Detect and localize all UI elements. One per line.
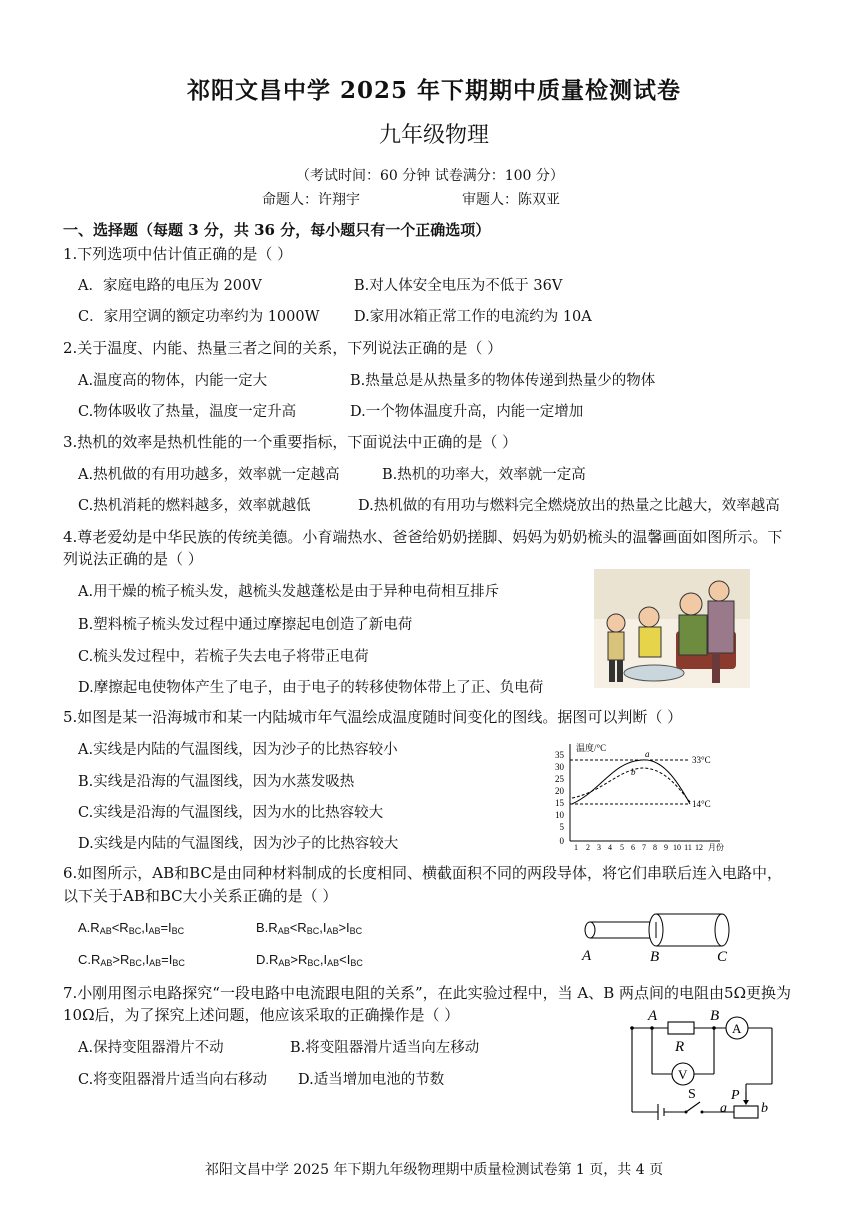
point-a-label: A [582,948,592,964]
section-title: 一、选择题（每题 3 分，共 36 分，每小题只有一个正确选项） [63,221,491,239]
x-tick-label: 2 [586,843,590,852]
curve-b-label: b [631,767,636,777]
option-d: D.热机做的有用功与燃料完全燃烧放出的热量之比越大，效率越高 [358,498,780,514]
reviewer: 审题人：陈双亚 [462,192,560,208]
y-tick-label: 10 [555,810,564,820]
option-a: A.用干燥的梳子梳头发，越梳头发越蓬松是由于异种电荷相互排斥 [78,584,500,600]
exam-title: 祁阳文昌中学 2025 年下期期中质量检测试卷 [186,77,682,104]
page-footer: 祁阳文昌中学 2025 年下期九年级物理期中质量检测试卷第 1 页，共 4 页 [204,1162,664,1178]
option-a: A.保持变阻器滑片不动 [78,1040,224,1056]
y-tick-label: 30 [555,762,564,772]
option-a: A.热机做的有用功越多，效率就一定越高 [78,467,340,483]
y-tick-label: 35 [555,750,564,760]
option-d: $D.R_{AB}>R_{BC},I_{AB}<I_{BC}$ [256,952,363,968]
resistor-label: R [675,1039,685,1055]
option-c: C.梳头发过程中，若梳子失去电子将带正电荷 [78,649,369,665]
y-tick-label: 20 [555,786,564,796]
option-a: A.实线是内陆的气温图线，因为沙子的比热容较小 [78,742,398,758]
option-d: D.适当增加电池的节数 [298,1072,445,1088]
question-stem: 1.下列选项中估计值正确的是（ ） [63,245,293,263]
option-c: C.热机消耗的燃料越多，效率就越低 [78,498,311,514]
thick-conductor-end [715,914,729,946]
x-tick-label: 6 [631,843,635,852]
question-stem-cont: 以下关于AB和BC大小关系正确的是（ ） [63,887,338,905]
y-tick-label: 15 [555,798,564,808]
option-b: B.将变阻器滑片适当向左移动 [290,1040,480,1056]
option-c: C.将变阻器滑片适当向右移动 [78,1072,268,1088]
option-d: D.实线是内陆的气温图线，因为沙子的比热容较大 [78,836,399,852]
question-stem-cont: 列说法正确的是（ ） [63,550,203,568]
x-tick-label: 4 [608,843,612,852]
slider-arrow [743,1100,749,1105]
point-b-label: B [710,1008,720,1024]
option-d: D.一个物体温度升高，内能一定增加 [350,404,584,420]
ammeter-label: A [732,1021,742,1036]
slider-label: P [731,1088,740,1103]
low-temp-label: 14°C [692,799,711,809]
y-tick-label: 25 [555,774,564,784]
option-b: B.对人体安全电压为不低于 36V [354,278,563,294]
terminal-a-label: a [720,1101,727,1116]
conductor-figure [576,908,736,964]
circuit-diagram [624,1004,780,1122]
question-stem: 4.尊老爱幼是中华民族的传统美德。小育端热水、爸爸给奶奶搓脚、妈妈为奶奶梳头的温馨画面如图所示。下 [63,528,783,546]
question-stem: 3.热机的效率是热机性能的一个重要指标，下面说法中正确的是（ ） [63,433,518,451]
point-c-label: C [717,949,728,964]
x-tick-label: 10 [673,843,681,852]
option-b: B.热机的功率大，效率就一定高 [382,467,586,483]
x-tick-label: 11 [684,843,692,852]
question-stem: 7.小刚用图示电路探究“一段电路中电流跟电阻的关系”，在此实验过程中，当 A、B 两点间的电阻由5Ω更换为 [63,984,792,1002]
x-tick-label: 7 [642,843,646,852]
question-stem-cont: 10Ω后，为了探究上述问题，他应该采取的正确操作是（ ） [63,1006,460,1024]
x-tick-label: 5 [620,843,624,852]
question-stem: 5.如图是某一沿海城市和某一内陆城市年气温绘成温度随时间变化的图线。据图可以判断（ ） [63,708,683,726]
option-b: $B.R_{AB}<R_{BC},I_{AB}>I_{BC}$ [256,920,363,936]
exam-info: （考试时间：60 分钟 试卷满分：100 分） [296,168,564,184]
x-tick-label: 9 [664,843,668,852]
option-d: D.家用冰箱正常工作的电流约为 10A [354,309,592,325]
author: 命题人：许翔宇 [262,192,360,208]
curve-a-label: a [645,749,650,759]
question-stem: 6.如图所示，AB和BC是由同种材料制成的长度相同、横截面积不同的两段导体，将它们串联后连入电路中， [63,864,782,882]
question-stem: 2.关于温度、内能、热量三者之间的关系，下列说法正确的是（ ） [63,339,503,357]
option-c: $C.R_{AB}>R_{BC},I_{AB}=I_{BC}$ [78,952,185,968]
y-tick-label: 0 [559,836,564,846]
option-b: B.实线是沿海的气温图线，因为水蒸发吸热 [78,774,355,790]
x-tick-label: 12 [695,843,703,852]
resistor-r [668,1022,694,1034]
y-tick-label: 5 [559,822,564,832]
point-a-label: A [648,1008,658,1024]
temperature-chart [542,740,738,852]
option-c: C．家用空调的额定功率约为 1000W [78,309,320,325]
option-b: B.热量总是从热量多的物体传递到热量少的物体 [350,373,656,389]
point-b-label: B [650,949,660,964]
x-axis-label: 月份 [708,843,724,852]
option-c: C.物体吸收了热量，温度一定升高 [78,404,297,420]
x-tick-label: 8 [653,843,657,852]
rheostat [734,1106,758,1118]
exam-subject: 九年级物理 [378,123,489,148]
thin-conductor-end [585,922,595,938]
y-axis-label: 温度/°C [576,743,607,753]
option-a: $A.R_{AB}<R_{BC},I_{AB}=I_{BC}$ [78,920,185,936]
option-b: B.塑料梳子梳头发过程中通过摩擦起电创造了新电荷 [78,617,413,633]
switch-label: S [688,1087,696,1102]
option-a: A.温度高的物体，内能一定大 [78,373,268,389]
terminal-b-label: b [761,1101,768,1116]
family-illustration [594,569,750,688]
x-tick-label: 1 [574,843,578,852]
voltmeter-label: V [678,1067,688,1082]
option-d: D.摩擦起电使物体产生了电子，由于电子的转移使物体带上了正、负电荷 [78,680,544,696]
option-c: C.实线是沿海的气温图线，因为水的比热容较大 [78,805,384,821]
x-tick-label: 3 [597,843,601,852]
high-temp-label: 33°C [692,755,711,765]
switch-s [686,1102,700,1112]
option-a: A．家庭电路的电压为 200V [78,278,262,294]
